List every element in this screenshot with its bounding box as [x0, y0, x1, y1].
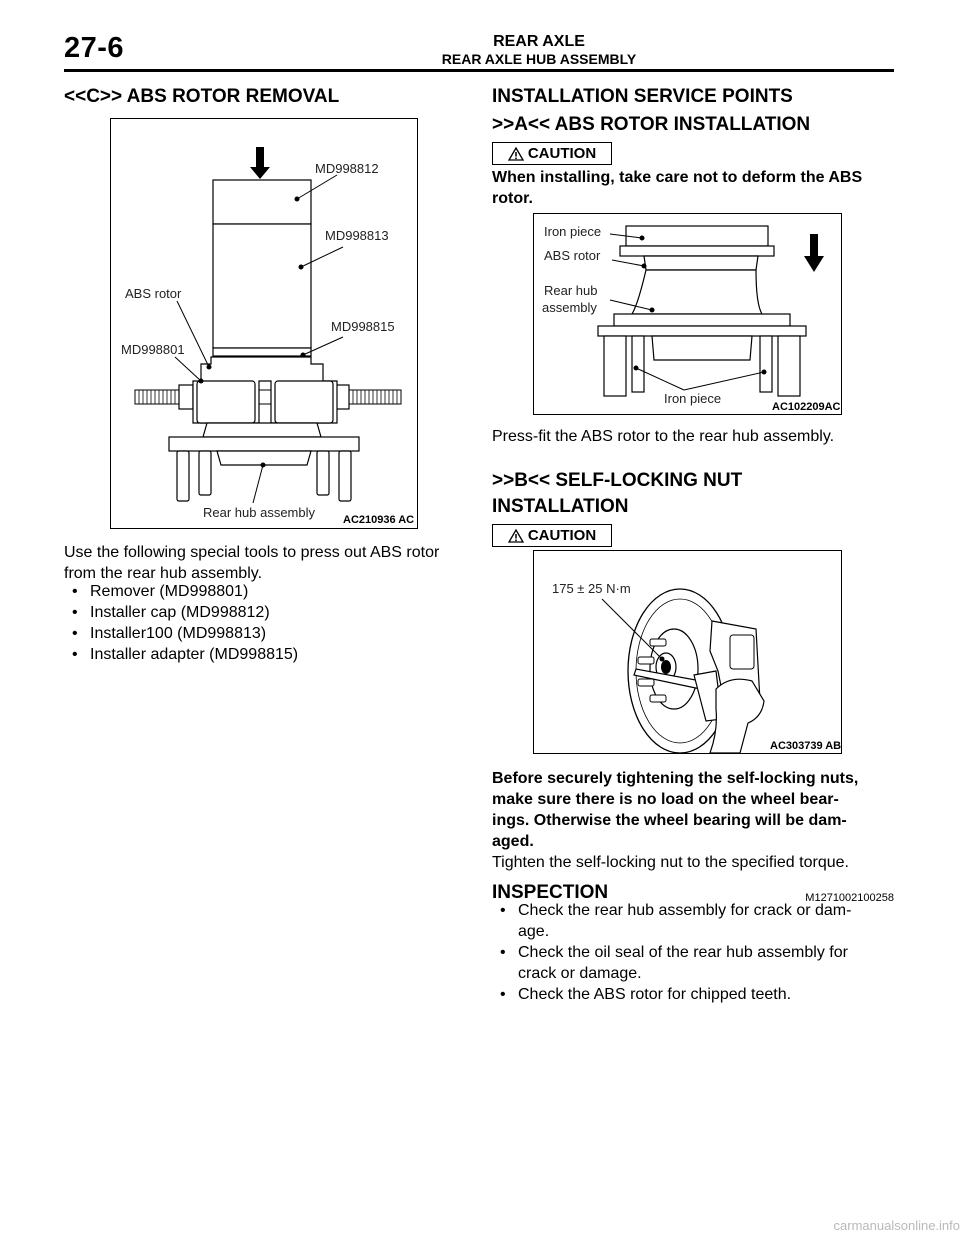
- heading-abs-rotor-installation: >>A<< ABS ROTOR INSTALLATION: [492, 114, 811, 135]
- label-md998813: MD998813: [325, 228, 389, 243]
- list-item: [492, 942, 892, 984]
- tighten-text: Tighten the self-locking nut to the specified torque.: [492, 854, 849, 871]
- label-rear-hub-assembly: Rear hub assembly: [203, 505, 315, 520]
- heading-abs-rotor-removal: <<C>> ABS ROTOR REMOVAL: [64, 86, 340, 107]
- figure-self-locking-nut: [533, 550, 842, 754]
- figure-code: AC303739 AB: [770, 740, 841, 752]
- header-rule: [64, 69, 894, 72]
- figure-code: AC210936 AC: [343, 514, 415, 526]
- list-item: [64, 581, 298, 602]
- list-item: [64, 644, 298, 665]
- press-fit-text: Press-fit the ABS rotor to the rear hub assembly.: [492, 428, 835, 445]
- caution-b-line-3: ings. Otherwise the wheel bearing will be dam-: [492, 812, 847, 829]
- caution-b-line-2: make sure there is no load on the wheel bear-: [492, 791, 839, 808]
- bullet-icon: •: [72, 604, 78, 621]
- list-item-line-2: crack or damage.: [518, 965, 642, 982]
- list-item-text: Installer adapter (MD998815): [90, 646, 299, 663]
- label-torque: 175 ± 25 N·m: [552, 581, 631, 596]
- label-rear-hub-line-1: Rear hub: [544, 283, 598, 298]
- chapter-title: REAR AXLE: [493, 33, 585, 50]
- warning-triangle-icon: [508, 147, 524, 161]
- label-rear-hub-line-2: assembly: [542, 300, 597, 315]
- list-item-line-1: Check the rear hub assembly for crack or dam-: [518, 902, 852, 919]
- caution-b-line-1: Before securely tightening the self-locking nuts,: [492, 770, 859, 787]
- label-md998801: MD998801: [121, 342, 185, 357]
- bullet-icon: •: [72, 625, 78, 642]
- caution-label: CAUTION: [527, 145, 597, 162]
- caution-a-line-2: rotor.: [492, 190, 533, 207]
- bullet-icon: •: [500, 986, 506, 1003]
- list-item-line-1: Check the oil seal of the rear hub assembly for: [518, 944, 848, 961]
- list-item-line-2: age.: [518, 923, 550, 940]
- label-md998815: MD998815: [331, 319, 395, 334]
- heading-self-locking-nut-line-1: >>B<< SELF-LOCKING NUT: [492, 470, 743, 491]
- special-tools-list: [64, 581, 298, 665]
- list-item: [64, 602, 298, 623]
- heading-self-locking-nut-line-2: INSTALLATION: [492, 496, 629, 517]
- heading-inspection: INSPECTION: [492, 882, 609, 903]
- caution-b-line-4: aged.: [492, 833, 534, 850]
- inspection-code: M1271002100258: [805, 892, 894, 904]
- caution-box-b: [492, 524, 612, 547]
- inspection-list: [492, 900, 892, 1005]
- bullet-icon: •: [500, 902, 506, 919]
- label-abs-rotor: ABS rotor: [544, 248, 601, 263]
- warning-triangle-icon: [508, 529, 524, 543]
- figure-abs-rotor-installation-drawing: [534, 214, 841, 414]
- label-md998812: MD998812: [315, 161, 379, 176]
- figure-abs-rotor-removal: [110, 118, 418, 529]
- figure-abs-rotor-removal-drawing: [111, 119, 417, 528]
- bullet-icon: •: [500, 944, 506, 961]
- footer-watermark: carmanualsonline.info: [833, 1218, 960, 1233]
- list-item-text: Remover (MD998801): [90, 583, 249, 600]
- list-item-text: Installer cap (MD998812): [90, 604, 270, 621]
- list-item: [492, 984, 892, 1005]
- page-number: 27-6: [64, 32, 125, 64]
- caution-a-line-1: When installing, take care not to deform the ABS: [492, 169, 863, 186]
- section-title: REAR AXLE HUB ASSEMBLY: [441, 51, 637, 67]
- caution-label: CAUTION: [527, 527, 597, 544]
- list-item-line-1: Check the ABS rotor for chipped teeth.: [518, 986, 792, 1003]
- label-iron-piece-bottom: Iron piece: [664, 391, 722, 406]
- intro-line-2: from the rear hub assembly.: [64, 565, 263, 582]
- figure-code: AC102209AC: [772, 401, 841, 413]
- list-item: [492, 900, 892, 942]
- caution-box-a: [492, 142, 612, 165]
- list-item: [64, 623, 298, 644]
- intro-line-1: Use the following special tools to press out ABS rotor: [64, 544, 440, 561]
- list-item-text: Installer100 (MD998813): [90, 625, 267, 642]
- figure-self-locking-nut-drawing: [534, 551, 841, 753]
- bullet-icon: •: [72, 646, 78, 663]
- heading-installation-service-points: INSTALLATION SERVICE POINTS: [492, 86, 793, 107]
- label-iron-piece-top: Iron piece: [544, 224, 602, 239]
- label-abs-rotor: ABS rotor: [125, 286, 182, 301]
- figure-abs-rotor-installation: [533, 213, 842, 415]
- bullet-icon: •: [72, 583, 78, 600]
